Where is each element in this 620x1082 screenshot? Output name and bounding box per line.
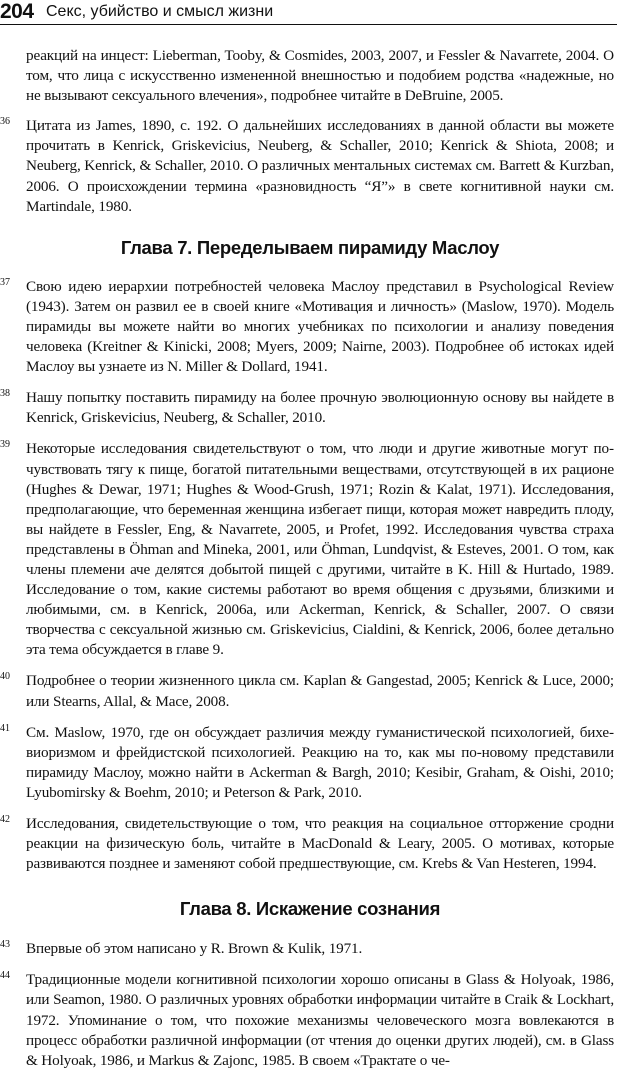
endnote-40 [0, 671, 620, 711]
endnote-38 [0, 388, 620, 428]
page-header [0, 0, 620, 26]
continued-note [0, 46, 620, 106]
endnote-number: 43 [0, 939, 10, 951]
endnote-42 [0, 814, 620, 874]
endnote-39 [0, 439, 620, 660]
endnote-text: Традиционные модели когнитивной психологии хорошо описаны в Glass & Holyoak, 1986, или Seamon, 1980. О различных уровнях обработки информации читайте в Craik & Lockhart, 1972. Упоминание о том, что похожие механизмы человеческого мозга вовлекаются в процесс обработки различной информации (от чтения до оценки других людей), см. в Glass & Holyoak, 1986, и Markus & Zajonc, 1985. В своем «Трактате о че- [26, 971, 614, 1069]
endnote-text: Цитата из James, 1890, с. 192. О дальнейших исследованиях в данной области вы можете прочитать в Kenrick, Griskevicius, Neuberg, & Schaller, 2010; Kenrick & Shiota, 2008; и Neuberg, Kenrick, & Schaller, 2010. О различных ментальных системах см. Barrett & Kurzban, 2006. О происхождении термина «разновидность “Я”» в свете когнитивной науки см. Martindale, 1980. [26, 117, 614, 215]
notes-group-a [0, 116, 620, 216]
endnote-number: 36 [0, 116, 10, 128]
endnote-number: 37 [0, 276, 10, 288]
endnote-text: Некоторые исследования свидетельствуют о том, что люди и другие животные могут почувствовать тягу к пище, богатой питательными веществами, отсутствующей в их рационе (Hughes & Dewar, 1971; Hughes & Wood-Grush, 1971; Rozin & Kalat, 1971). Исследования, предполагающие, что беременная женщина избегает пищи, которая может навредить плоду, вы найдете в Fessler, Eng, & Navarrete, 2005, и Profet, 1992. Исследования чувства страха представлены в Öhman and Mineka, 2001, или Öhman, Lundqvist, & Esteves, 2001. О том, как члены племени аче делятся добытой пищей с другими, читайте в K. Hill & Hurtado, 1989. Исследование о том, какие системы работают во время общения с друзьями, близкими и любимыми, см. в Kenrick, 2006a, или Ackerman, Kenrick, & Schaller, 2007. О связи творчества с сексуальной жизнью см. Griskevicius, Cialdini, & Kenrick, 2006, более детально эта тема обсуждается в главе 9. [26, 440, 614, 659]
endnote-number: 42 [0, 814, 10, 825]
endnote-text: Свою идею иерархии потребностей человека Маслоу представил в Psychological Review (1943). Затем он развил ее в своей книге «Мотивация и личность» (Maslow, 1970). Модель пирамиды вы можете найти во многих учебниках по психологии и анализу поведения человека (Kreitner & Kinicki, 2008; Myers, 2009; Nairne, 2003). Подробнее об истоках идей Маслоу вы узнаете из N. Miller & Dollard, 1941. [26, 277, 614, 376]
endnote-text: Подробнее о теории жизненного цикла см. Kaplan & Gangestad, 2005; Kenrick & Luce, 2000; или Stearns, Allal, & Mace, 2008. [26, 672, 614, 710]
notes-group-c [0, 939, 620, 1071]
endnote-36 [0, 116, 620, 216]
notes-body [0, 46, 620, 1082]
endnote-number: 39 [0, 439, 10, 451]
endnote-44 [0, 970, 620, 1070]
chapter-8-heading: Глава 8. Искажение сознания [179, 898, 441, 920]
endnote-text: Впервые об этом написано у R. Brown & Kulik, 1971. [26, 940, 363, 958]
endnote-text: Исследования, свидетельствующие о том, что реакция на социальное отторжение сродни реакции на физическую боль, читайте в MacDonald & Leary, 2005. О мотивах, которые развиваются позднее и заменяют собой предшествующие, см. Krebs & Van Hesteren, 1994. [26, 815, 614, 873]
header-rule [0, 24, 617, 25]
endnote-43 [0, 939, 620, 959]
endnote-number: 38 [0, 388, 10, 400]
endnote-text: См. Maslow, 1970, где он обсуждает различия между гуманистической психологией, бихевиоризмом и фрейдистской психологией. Реакцию на то, как мы по-новому представили пирамиду Маслоу, можно найти в Ackerman & Bargh, 2010; Kesibir, Graham, & Oishi, 2010; Lyubomirsky & Boehm, 2010; и Peterson & Park, 2010. [26, 723, 614, 801]
note-text: реакций на инцест: Lieberman, Tooby, & Cosmides, 2003, 2007, и Fessler & Navarrete, 2004. О том, что лица с искусственно измененной внешностью и подобием родства «надежные, но не вызывают сексуального влечения», подробнее читайте в DeBruine, 2005. [26, 47, 614, 105]
endnote-37 [0, 277, 620, 377]
endnote-number: 44 [0, 970, 10, 982]
notes-group-b [0, 277, 620, 875]
endnote-41 [0, 723, 620, 803]
endnote-number: 40 [0, 671, 10, 683]
chapter-7-heading: Глава 7. Переделываем пирамиду Маслоу [120, 236, 500, 258]
endnote-text: Нашу попытку поставить пирамиду на более прочную эволюционную основу вы найдете в Kenrick, Griskevicius, Neuberg, & Schaller, 2010. [26, 389, 614, 427]
page-number: 204 [0, 0, 34, 23]
running-title: Секс, убийство и смысл жизни [46, 3, 274, 20]
endnote-number: 41 [0, 722, 10, 734]
